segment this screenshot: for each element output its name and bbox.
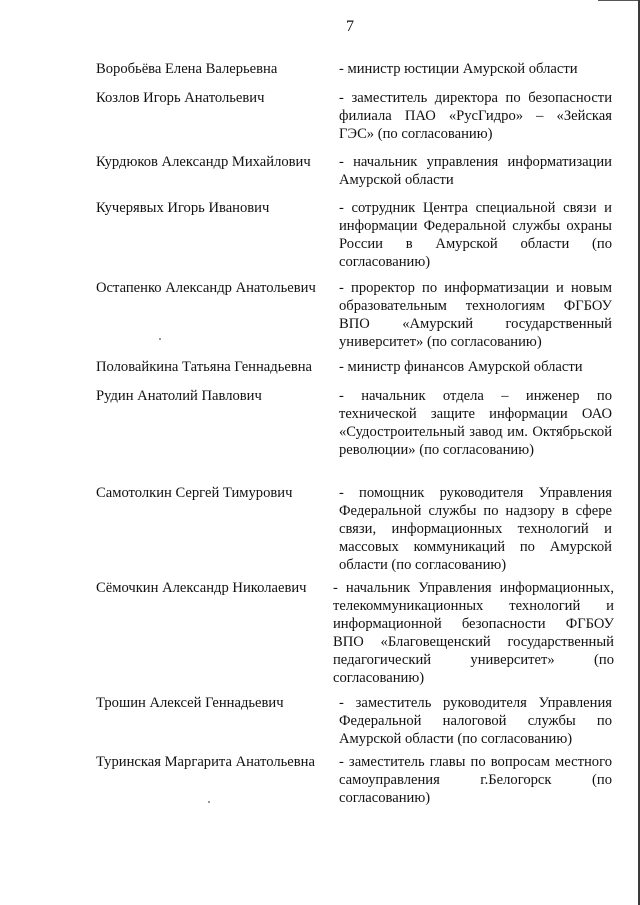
member-role: - сотрудник Центра специальной связи и информации Федеральной службы охраны России в Амурской области (по согласованию) <box>339 200 612 270</box>
scan-speck <box>208 801 210 803</box>
member-name: Самотолкин Сергей Тимурович <box>96 485 293 501</box>
member-role: - министр юстиции Амурской области <box>339 61 578 77</box>
member-name: Половайкина Татьяна Геннадьевна <box>96 359 313 375</box>
scan-edge-top <box>598 0 640 1</box>
member-role: - заместитель главы по вопросам местного самоуправления г.Белогорск (по согласованию) <box>339 754 612 806</box>
page-number: 7 <box>346 18 354 35</box>
member-role: - начальник управления информатизации Амурской области <box>339 154 612 188</box>
member-name: Курдюков Александр Михайлович <box>96 154 311 170</box>
member-role: - проректор по информатизации и новым образовательным технологиям ФГБОУ ВПО «Амурский государственный университет» (по согласованию) <box>339 280 612 350</box>
member-name: Рудин Анатолий Павлович <box>96 388 262 404</box>
member-role: - министр финансов Амурской области <box>339 359 583 375</box>
member-role: - начальник Управления информационных, телекоммуникационных технологий и информационной безопасности ФГБОУ ВПО «Благовещенский государственный педагогический университет» (по согласованию) <box>333 580 614 686</box>
member-name: Трошин Алексей Геннадьевич <box>96 695 284 711</box>
member-name: Сёмочкин Александр Николаевич <box>96 580 307 596</box>
member-role: - помощник руководителя Управления Федеральной службы по надзору в сфере связи, информационных технологий и массовых коммуникаций по Амурской области (по согласованию) <box>339 485 612 573</box>
member-name: Туринская Маргарита Анатольевна <box>96 754 315 770</box>
scan-speck <box>159 338 161 340</box>
member-name: Остапенко Александр Анатольевич <box>96 280 316 296</box>
member-name: Воробьёва Елена Валерьевна <box>96 61 278 77</box>
member-role: - заместитель руководителя Управления Федеральной налоговой службы по Амурской области (по согласованию) <box>339 695 612 747</box>
member-name: Кучерявых Игорь Иванович <box>96 200 270 216</box>
member-name: Козлов Игорь Анатольевич <box>96 90 265 106</box>
member-role: - заместитель директора по безопасности филиала ПАО «РусГидро» – «Зейская ГЭС» (по согласованию) <box>339 90 612 142</box>
member-role: - начальник отдела – инженер по технической защите информации ОАО «Судостроительный завод им. Октябрьской революции» (по согласованию) <box>339 388 612 458</box>
